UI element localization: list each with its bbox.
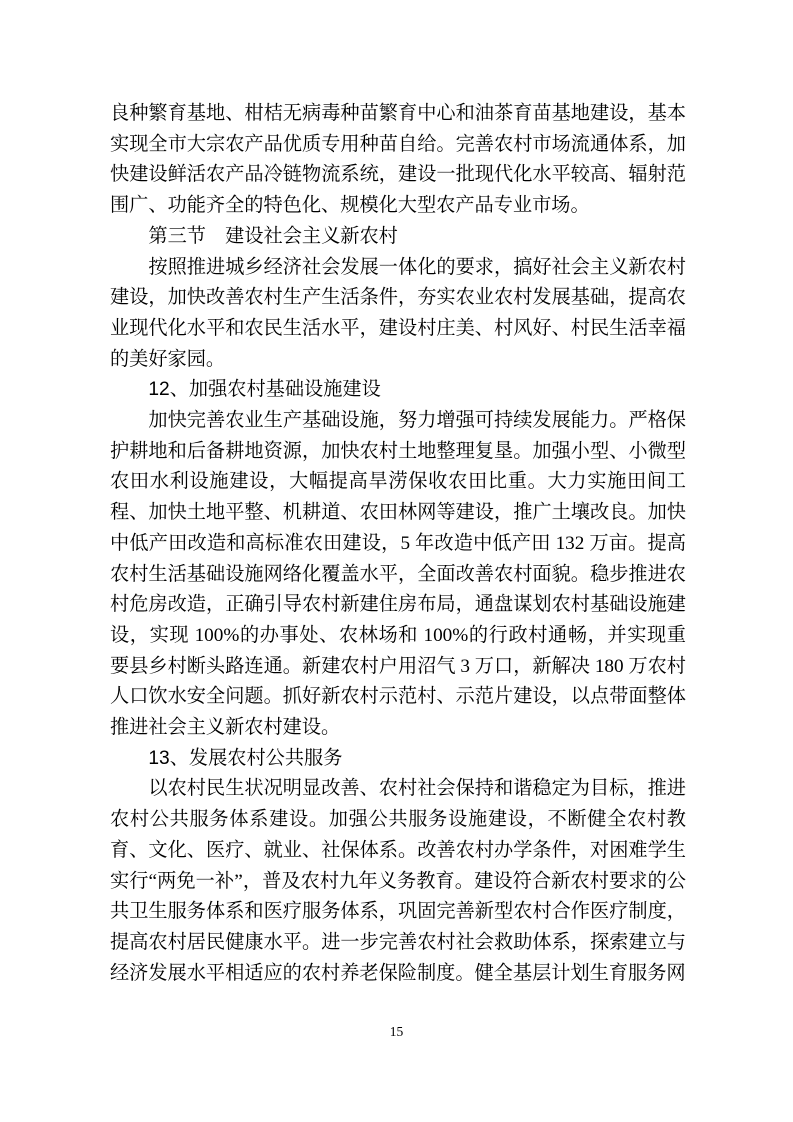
page-number: 15 bbox=[389, 1024, 404, 1039]
paragraph: 以农村民生状况明显改善、农村社会保持和谐稳定为目标，推进农村公共服务体系建设。加强公共服务设施建设，不断健全农村教育、文化、医疗、就业、社保体系。改善农村办学条件，对困难学生实行“两免一补”，普及农村九年义务教育。建设符合新农村要求的公共卫生服务体系和医疗服务体系，巩固完善新型农村合作医疗制度，提高农村居民健康水平。进一步完善农村社会救助体系，探索建立与经济发展水平相适应的农村养老保险制度。健全基层计划生育服务网 bbox=[110, 778, 686, 984]
paragraph-continuation: 良种繁育基地、柑桔无病毒种苗繁育中心和油茶育苗基地建设，基本实现全市大宗农产品优质专用种苗自给。完善农村市场流通体系，加快建设鲜活农产品冷链物流系统，建设一批现代化水平较高、辐射范围广、功能齐全的特色化、规模化大型农产品专业市场。 bbox=[110, 103, 686, 217]
paragraph: 加快完善农业生产基础设施，努力增强可持续发展能力。严格保护耕地和后备耕地资源，加快农村土地整理复垦。加强小型、小微型农田水利设施建设，大幅提高旱涝保收农田比重。大力实施田间工程、加快土地平整、机耕道、农田林网等建设，推广土壤改良。加快中低产田改造和高标准农田建设，5 年改造中低产田 132 万亩。提高农村生活基础设施网络化覆盖水平，全面改善农村面貌。稳步推进农村危房改造，正确引导农村新建住房布局，通盘谋划农村基础设施建设，实现 100%的办事处、农林场和 100%的行政村通畅，并实现重要县乡村断头路连通。新建农村户用沼气 3 万口，新解决 180 万农村人口饮水安全问题。抓好新农村示范村、示范片建设，以点带面整体推进社会主义新农村建设。 bbox=[110, 410, 686, 739]
document-body bbox=[110, 99, 686, 989]
numbered-heading-12: 12、加强农村基础设施建设 bbox=[148, 379, 381, 401]
numbered-heading-13: 13、发展农村公共服务 bbox=[148, 747, 343, 769]
section-heading: 第三节 建设社会主义新农村 bbox=[148, 225, 398, 247]
paragraph: 按照推进城乡经济社会发展一体化的要求，搞好社会主义新农村建设，加快改善农村生产生活条件，夯实农业农村发展基础，提高农业现代化水平和农民生活水平，建设村庄美、村风好、村民生活幸福的美好家园。 bbox=[110, 256, 686, 370]
